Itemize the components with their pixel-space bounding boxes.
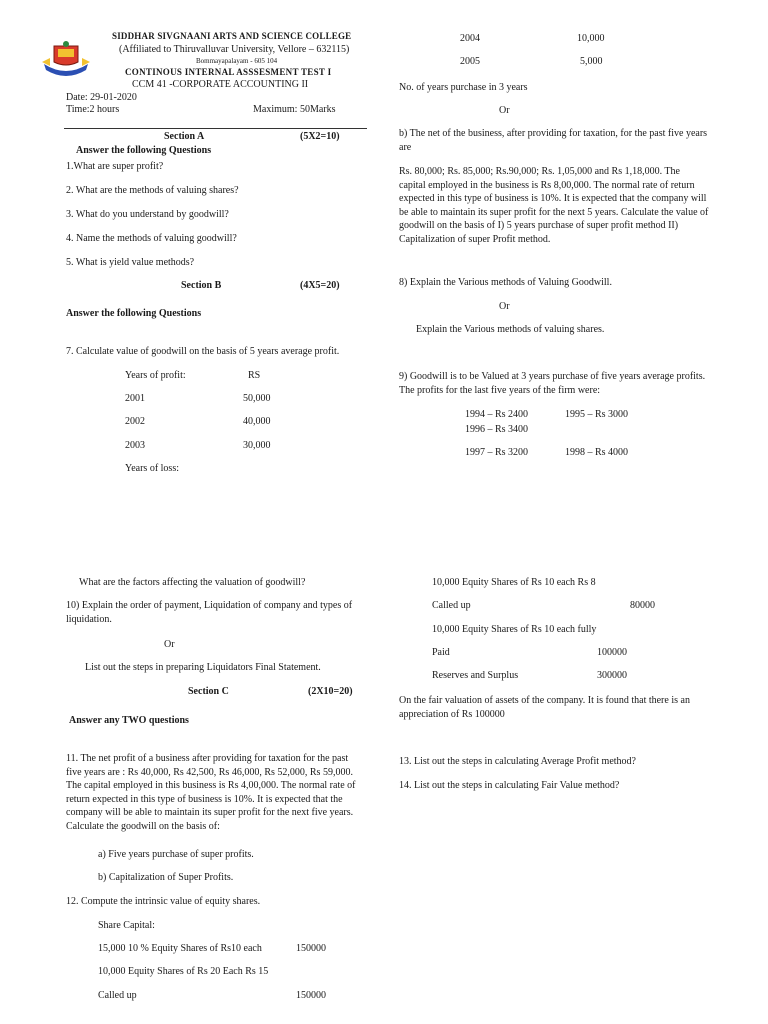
q7-or: Or xyxy=(499,105,510,116)
question-10: 10) Explain the order of payment, Liquidation of company and types of liquidation. xyxy=(66,600,353,625)
question-7: 7. Calculate value of goodwill on the basis of 5 years average profit. xyxy=(66,346,340,357)
q9-profit: 1994 – Rs 2400 xyxy=(465,409,529,420)
section-c-marks: (2X10=20) xyxy=(308,686,353,697)
question-12: 12. Compute the intrinsic value of equity shares. xyxy=(66,896,261,907)
q7-years-header: Years of profit: xyxy=(125,370,186,381)
section-c-title: Section C xyxy=(188,686,229,697)
q12-line: 15,000 10 % Equity Shares of Rs10 each xyxy=(98,943,262,954)
q12-line: Reserves and Surplus xyxy=(432,670,519,681)
q12-line: 10,000 Equity Shares of Rs 10 each fully xyxy=(432,624,597,635)
q7-year: 2002 xyxy=(125,416,145,427)
question-10-alt: List out the steps in preparing Liquidators Final Statement. xyxy=(85,662,321,673)
q12-amount: 100000 xyxy=(597,647,627,658)
q7-value: 30,000 xyxy=(243,440,271,451)
q7-value: 50,000 xyxy=(243,393,271,404)
college-name: SIDDHAR SIVGNAANI ARTS AND SCIENCE COLLEGE xyxy=(112,31,352,41)
q7-value: 40,000 xyxy=(243,416,271,427)
college-affiliation: (Affiliated to Thiruvalluvar University, Vellore – 632115) xyxy=(119,44,350,55)
q12-share-capital: Share Capital: xyxy=(98,920,155,931)
question-11a: a) Five years purchase of super profits. xyxy=(98,849,254,860)
college-address: Bommayapalayam - 605 104 xyxy=(196,57,278,65)
question-1: 1.What are super profit? xyxy=(66,161,164,172)
section-b-title: Section B xyxy=(181,280,222,291)
question-11b: b) Capitalization of Super Profits. xyxy=(98,872,234,883)
header-divider xyxy=(64,128,367,129)
section-a-marks: (5X2=10) xyxy=(300,131,340,142)
q12-line: Called up xyxy=(98,990,137,1001)
section-a-instruction: Answer the following Questions xyxy=(76,145,212,156)
section-c-instruction: Answer any TWO questions xyxy=(69,715,189,726)
q7-year: 2005 xyxy=(460,56,480,67)
max-marks: Maximum: 50Marks xyxy=(253,104,336,115)
q7-loss-label: Years of loss: xyxy=(125,463,179,474)
q9-profit: 1995 – Rs 3000 xyxy=(565,409,629,420)
question-9-tail: What are the factors affecting the valuation of goodwill? xyxy=(79,577,306,588)
q12-line: Paid xyxy=(432,647,450,658)
question-7b: b) The net of the business, after providing for taxation, for the past five years are xyxy=(399,128,708,153)
college-logo xyxy=(40,38,92,78)
q12-amount: 80000 xyxy=(630,600,655,611)
question-9: 9) Goodwill is to be Valued at 3 years purchase of five years average profits. The profits for the last five years of the firm were: xyxy=(399,371,706,396)
question-13: 13. List out the steps in calculating Average Profit method? xyxy=(399,756,636,767)
q12-amount: 300000 xyxy=(597,670,627,681)
q10-or: Or xyxy=(164,639,175,650)
q7-rs-header: RS xyxy=(248,370,261,381)
exam-date: Date: 29-01-2020 xyxy=(66,92,137,103)
question-2: 2. What are the methods of valuing shares? xyxy=(66,185,239,196)
q7-purchase-years: No. of years purchase in 3 years xyxy=(399,82,528,93)
q12-line: 10,000 Equity Shares of Rs 20 Each Rs 15 xyxy=(98,966,269,977)
q9-profit: 1997 – Rs 3200 xyxy=(465,447,529,458)
q7-value: 5,000 xyxy=(580,56,603,67)
test-title: CONTINOUS INTERNAL ASSSESMENT TEST I xyxy=(125,67,332,77)
question-11: 11. The net profit of a business after providing for taxation for the past five years are : Rs 40,000, Rs 42,500, Rs 46,000, Rs 52,000, Rs 59,000. The capital employed in this business is Rs 4,00,000. The normal rate of return expected in this type of business is 10%. It is expected that the company will be able to maintain its super profit for the next five years. Calculate the goodwill on the basis of: xyxy=(66,753,356,832)
q7-value: 10,000 xyxy=(577,33,605,44)
q12-amount: 150000 xyxy=(296,943,326,954)
question-4: 4. Name the methods of valuing goodwill? xyxy=(66,233,237,244)
q9-profit: 1996 – Rs 3400 xyxy=(465,424,529,435)
section-b-instruction: Answer the following Questions xyxy=(66,308,202,319)
course-code: CCM 41 -CORPORATE ACCOUNTING II xyxy=(132,79,309,90)
section-b-marks: (4X5=20) xyxy=(300,280,340,291)
exam-time: Time:2 hours xyxy=(66,104,120,115)
q7-year: 2004 xyxy=(460,33,480,44)
q7-year: 2003 xyxy=(125,440,145,451)
question-7b-detail: Rs. 80,000; Rs. 85,000; Rs.90,000; Rs. 1,05,000 and Rs 1,18,000. The capital employed in the business is Rs 8,00,000. The normal rate of return expected in this type of business is 10%. It is expected that the company will be able to maintain its super profit for the next 5 years. Calculate the value of goodwill on the basis of I) 5 years purchase of super profit method II) Capitalization of super Profit method. xyxy=(399,166,709,245)
question-14: 14. List out the steps in calculating Fair Value method? xyxy=(399,780,620,791)
question-8-alt: Explain the Various methods of valuing shares. xyxy=(416,324,605,335)
q8-or: Or xyxy=(499,301,510,312)
q12-note: On the fair valuation of assets of the company. It is found that there is an appreciation of Rs 100000 xyxy=(399,695,690,720)
question-8: 8) Explain the Various methods of Valuing Goodwill. xyxy=(399,277,612,288)
q12-amount: 150000 xyxy=(296,990,326,1001)
section-a-title: Section A xyxy=(164,131,205,142)
q12-line: 10,000 Equity Shares of Rs 10 each Rs 8 xyxy=(432,577,596,588)
q9-profit: 1998 – Rs 4000 xyxy=(565,447,629,458)
q12-line: Called up xyxy=(432,600,471,611)
question-5: 5. What is yield value methods? xyxy=(66,257,195,268)
q7-year: 2001 xyxy=(125,393,145,404)
question-3: 3. What do you understand by goodwill? xyxy=(66,209,229,220)
